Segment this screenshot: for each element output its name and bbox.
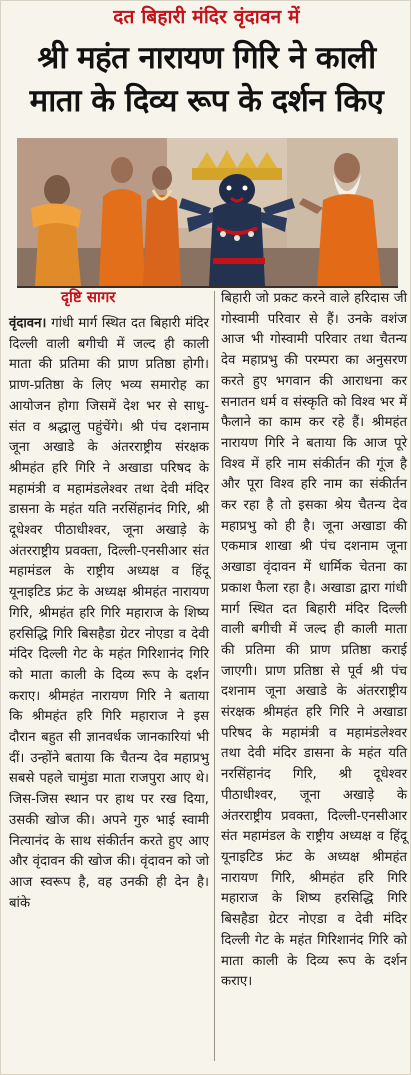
- column-divider: [214, 291, 215, 1061]
- byline: दृष्टि सागर: [61, 288, 116, 306]
- kicker-headline: दत बिहारी मंदिर वृंदावन में: [113, 6, 300, 28]
- article-text-left: गांधी मार्ग स्थित दत बिहारी मंदिर दिल्ली वाली बगीची में जल्द ही काली माता की प्रतिमा की प्राण प्रतिष्ठा होगी। प्राण-प्रतिष्ठा के लिए भव्य समारोह का आयोजन होगा जिसमें देश भर से साधु-संत व श्रद्धालु पहुंचेंगे। श्री पंच दशनाम जूना अखाडे के अंतरराष्ट्रीय संरक्षक श्रीमहंत हरि गिरि ने अखाडा परिषद के महामंत्री व महामंडलेश्वर तथा देवी मंदिर डासना के महंत यति नरसिंहानंद गिरि, श्री दूधेश्वर पीठाधीश्वर, जूना अखाड़े के अंतरराष्ट्रीय प्रवक्ता, दिल्ली-एनसीआर संत महामंडल के राष्ट्रीय अध्यक्ष व हिंदू यूनाइटिड फ्रंट के अध्यक्ष श्रीमहंत नारायण गिरि, श्रीमहंत हरि गिरि महाराज के शिष्य हरसिद्धि गिरि बिसहैडा ग्रेटर नोएडा व देवी मंदिर दिल्ली गेट के महंत गिरिशानंद गिरि को माता काली के दिव्य रूप के दर्शन कराए। श्रीमहंत नारायण गिरि ने बताया कि श्रीमहंत हरि गिरि महाराज ने इस दौरान बहुत सी ज्ञानवर्धक जानकारियां भी दीं। उन्होंने बताया कि चैतन्य देव महाप्रभु सबसे पहले चामुंडा माता राजपुरा आए थे। जिस-जिस स्थान पर हाथ पर रख दिया, उसकी खोज की। अपने गुरु भाई स्वामी नित्यानंद के साथ संकीर्तन करते हुए आए और वृंदावन की खोज की। वृंदावन को जो आज स्वरूप है, वह उनकी ही देन है। बांके: [9, 316, 209, 911]
- news-photo: [17, 138, 398, 288]
- article-column-left: [9, 314, 209, 914]
- main-headline: श्री महंत नारायण गिरि ने काली माता के दिव्य रूप के दर्शन किए: [29, 40, 384, 119]
- dateline: वृंदावन।: [9, 316, 47, 331]
- article-column-right: बिहारी जो प्रकट करने वाले हरिदास जी गोस्वामी परिवार से हैं। उनके वशंज आज भी गोस्वामी परिवार तथा चैतन्य देव महाप्रभु की परम्परा का अनुसरण करते हुए भगवान की आराधना कर सनातन धर्म व संस्कृति को विश्व भर में फैलाने का काम कर रहे हैं। श्रीमहंत नारायण गिरि ने बताया कि आज पूरे विश्व में हरि नाम संकीर्तन की गूंज है और पूरा विश्व हरि नाम का संकीर्तन कर रहा है तो इसका श्रेय चैतन्य देव महाप्रभु को ही है। जूना अखाडा की एकमात्र शाखा श्री पंच दशनाम जूना अखाडा वृंदावन में धार्मिक चेतना का प्रकाश फैला रहा है। अखाडा द्वारा गांधी मार्ग स्थित दत बिहारी मंदिर दिल्ली वाली बगीची में जल्द ही काली माता की प्रतिमा की प्राण प्रतिष्ठा कराई जाएगी। प्राण प्रतिष्ठा से पूर्व श्री पंच दशनाम जूना अखाडे के अंतरराष्ट्रीय संरक्षक श्रीमहंत हरि गिरि ने अखाडा परिषद के महामंत्री व महामंडलेश्वर तथा देवी मंदिर डासना के महंत यति नरसिंहानंद गिरि, श्री दूधेश्वर पीठाधीश्वर, जूना अखाड़े के अंतरराष्ट्रीय प्रवक्ता, दिल्ली-एनसीआर संत महामंडल के राष्ट्रीय अध्यक्ष व हिंदू यूनाइटिड फ्रंट के अध्यक्ष श्रीमहंत नारायण गिरि, श्रीमहंत हरि गिरि महाराज के शिष्य हरसिद्धि गिरि बिसहैडा ग्रेटर नोएडा व देवी मंदिर दिल्ली गेट के महंत गिरिशानंद गिरि को माता काली के दिव्य रूप के दर्शन कराए।: [221, 291, 407, 990]
- news-photo-kali-idol-icon: [17, 138, 398, 286]
